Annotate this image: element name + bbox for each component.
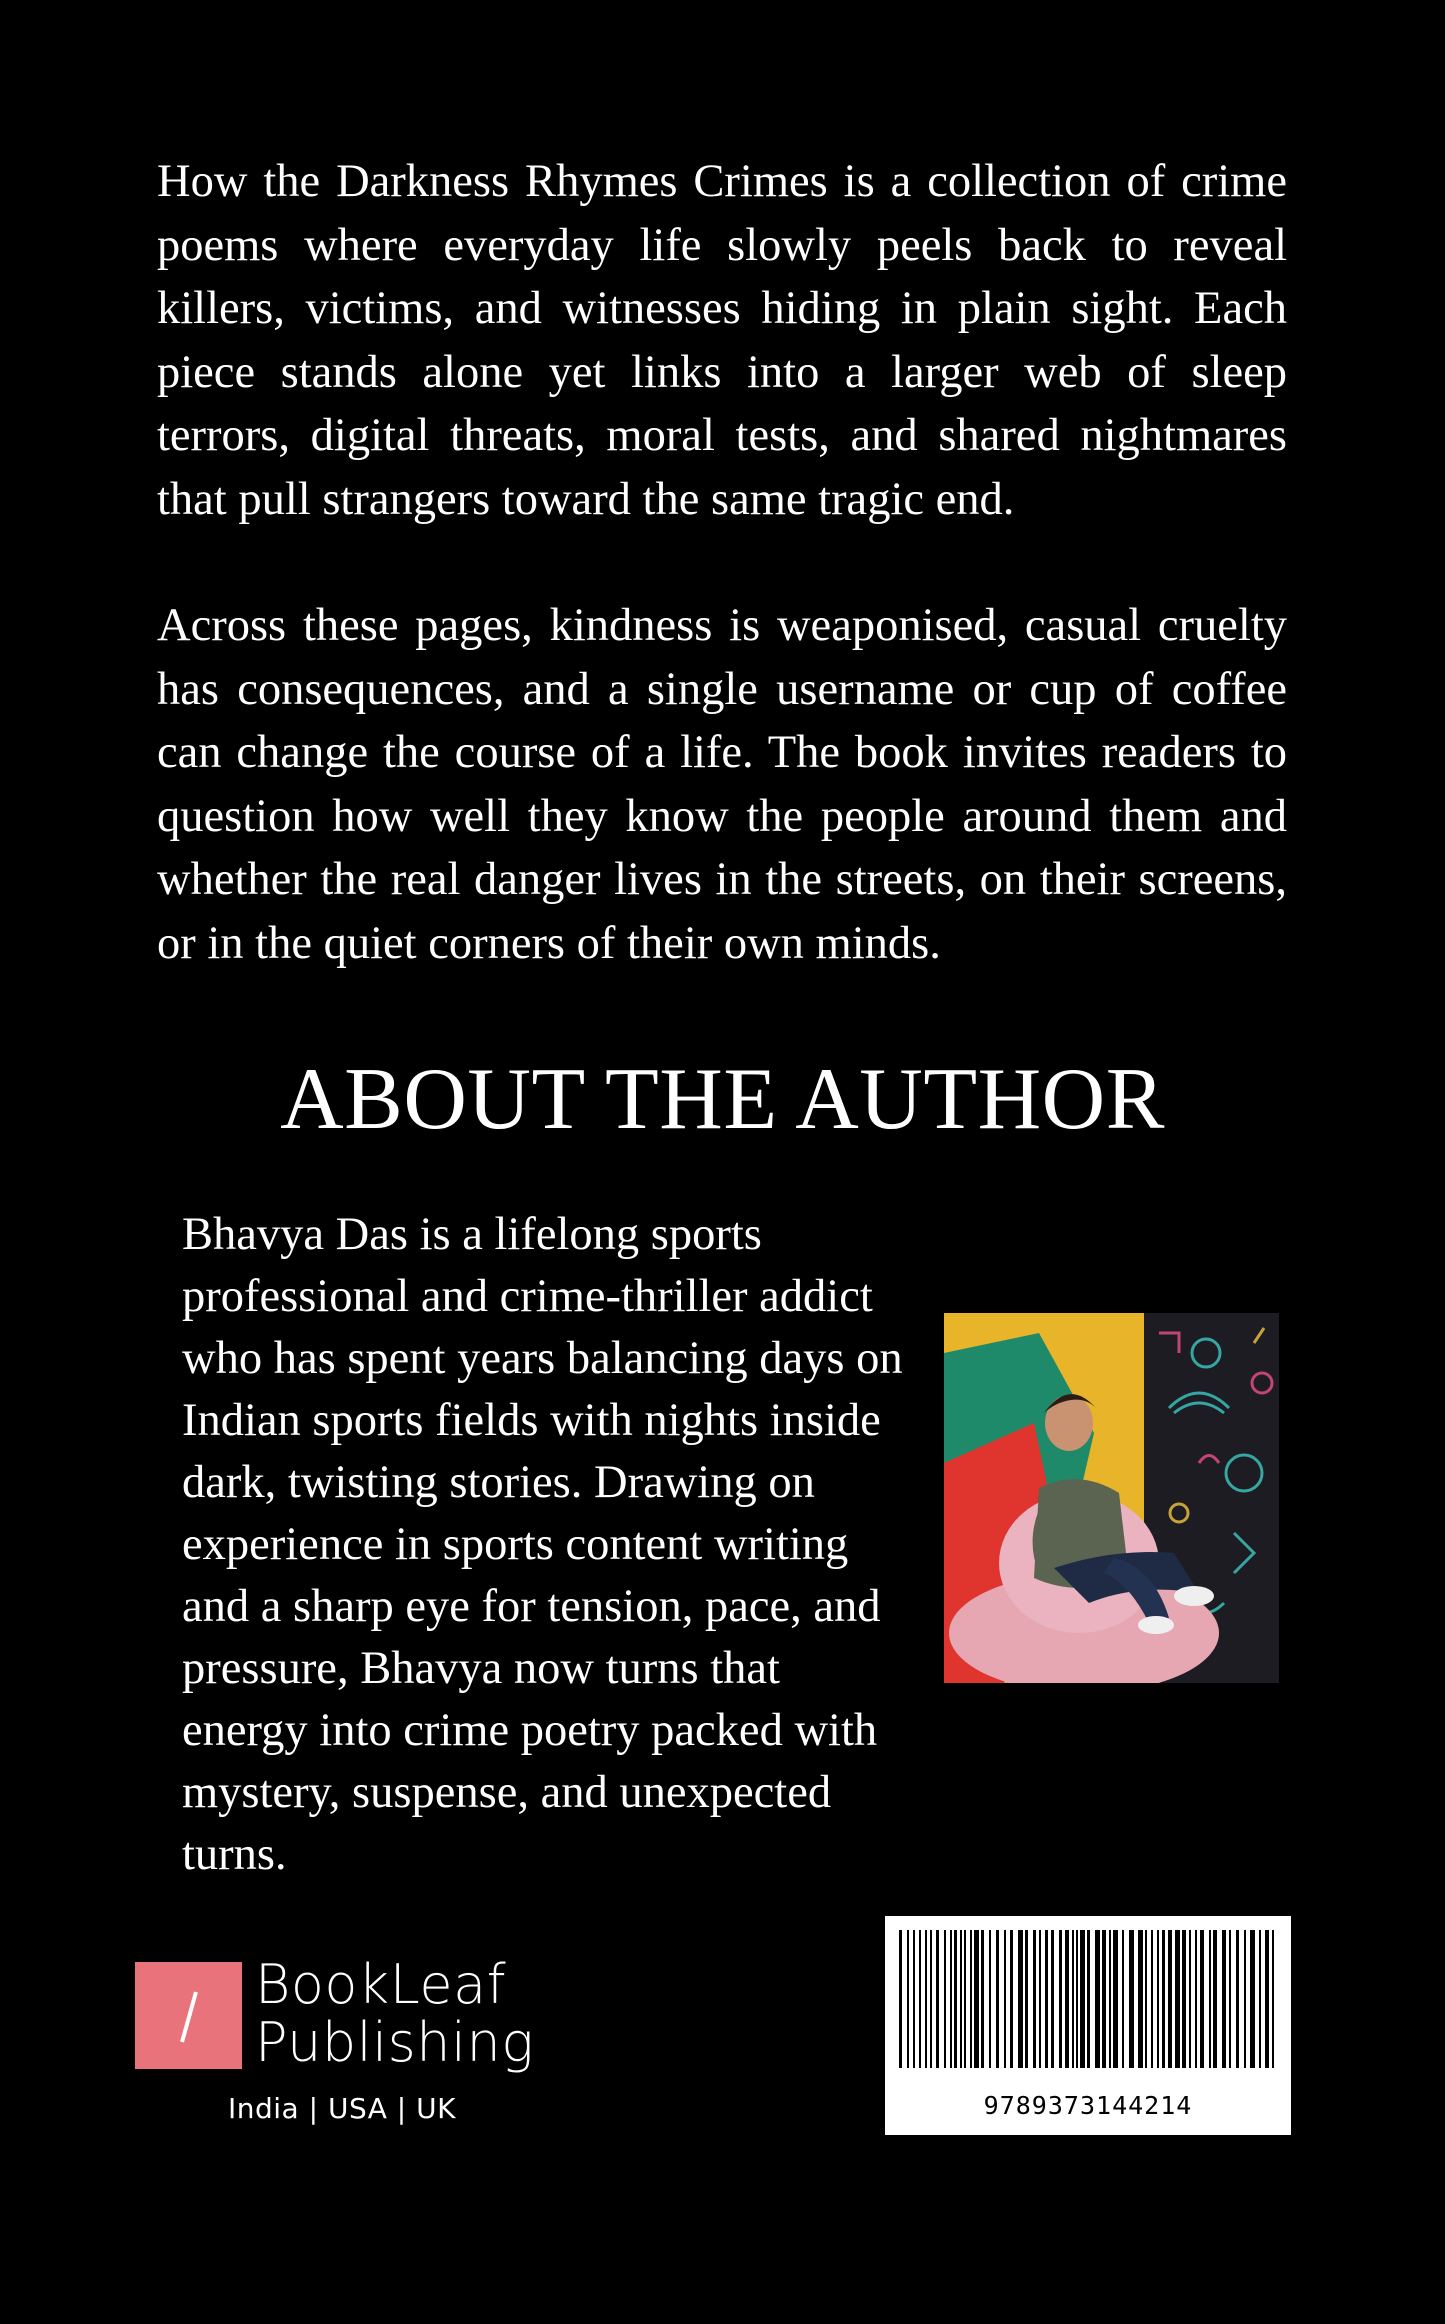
blurb-paragraph-2: Across these pages, kindness is weaponised, casual cruelty has consequences, and a single username or cup of coffee can change the course of a life. The book invites readers to question how well they know the people around them and whether the real danger lives in the streets, on their screens, or in the quiet corners of their own minds.: [157, 600, 1287, 969]
barcode-bars: [885, 1916, 1291, 2086]
publisher-name: [255, 1953, 535, 2074]
publisher-logo: [135, 1953, 555, 2132]
isbn-number: 9789373144214: [983, 2091, 1193, 2120]
author-photo: [944, 1313, 1279, 1683]
author-photo-image: [944, 1313, 1279, 1683]
publisher-mark-icon: [135, 1962, 242, 2069]
publisher-countries: India | USA | UK: [228, 2092, 456, 2125]
isbn-barcode: [885, 1916, 1291, 2135]
publisher-name-line-2: Publishing: [255, 2011, 535, 2074]
book-blurb: [157, 150, 1287, 1038]
author-bio: Bhavya Das is a lifelong sports professional and crime-thriller addict who has spent years balancing days on Indian sports fields with nights inside dark, twisting stories. Drawing on experience in sports content writing and a sharp eye for tension, pace, and pressure, Bhavya now turns that energy into crime poetry packed with mystery, suspense, and unexpected turns.: [182, 1209, 903, 1880]
publisher-name-line-1: BookLeaf: [255, 1953, 507, 2016]
blurb-paragraph-1: How the Darkness Rhymes Crimes is a collection of crime poems where everyday life slowly peels back to reveal killers, victims, and witnesses hiding in plain sight. Each piece stands alone yet links into a larger web of sleep terrors, digital threats, moral tests, and shared nightmares that pull strangers toward the same tragic end.: [157, 156, 1287, 525]
about-the-author-heading: ABOUT THE AUTHOR: [280, 1051, 1165, 1148]
